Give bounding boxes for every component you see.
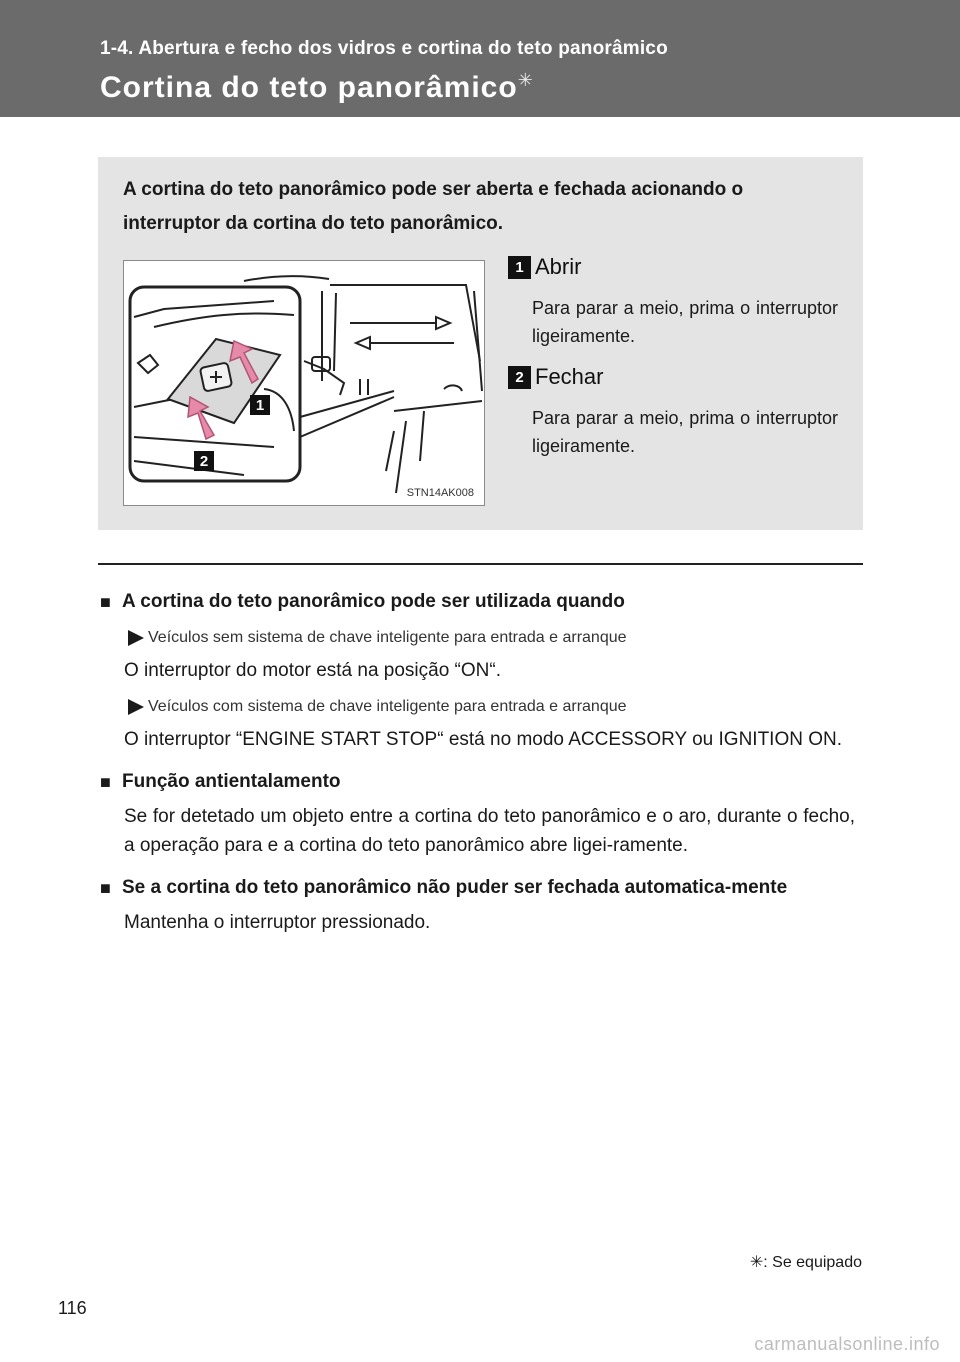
inset-symbol bbox=[138, 355, 158, 373]
step-close-heading bbox=[508, 364, 838, 390]
section-title: 1-4. Abertura e fecho dos vidros e cortina do teto panorâmico bbox=[100, 38, 668, 59]
equipped-asterisk-icon: ✳ bbox=[517, 70, 534, 90]
roof-line bbox=[334, 293, 336, 371]
step-open-heading bbox=[508, 254, 838, 280]
illustration-code: STN14AK008 bbox=[406, 487, 474, 499]
condition-without-smart-key bbox=[128, 626, 855, 650]
condition-detail: O interruptor do motor está na posição “ON“. bbox=[124, 660, 501, 681]
footnote-text: : Se equipado bbox=[763, 1254, 862, 1271]
note-heading-manual-close bbox=[100, 874, 855, 902]
inset-line bbox=[134, 437, 274, 447]
open-close-arrows bbox=[350, 317, 454, 349]
square-bullet-icon: ■ bbox=[100, 772, 111, 792]
page-number: 116 bbox=[58, 1298, 87, 1318]
roof-line bbox=[244, 276, 329, 281]
illustration-badge-2-label: 2 bbox=[199, 453, 209, 470]
square-bullet-icon: ■ bbox=[100, 592, 111, 612]
step-close bbox=[508, 364, 838, 460]
roof-line bbox=[386, 431, 394, 471]
close-arrowhead bbox=[356, 337, 370, 349]
step-open bbox=[508, 254, 838, 350]
manual-close-text: Mantenha o interruptor pressionado. bbox=[124, 912, 431, 933]
step-number-badge: 2 bbox=[508, 366, 531, 389]
instruction-box bbox=[98, 157, 863, 530]
handle-line bbox=[444, 385, 462, 391]
condition-text: Veículos com sistema de chave inteligente para entrada e arranque bbox=[148, 698, 627, 715]
inset-line bbox=[134, 399, 174, 407]
note-heading-anti-pinch bbox=[100, 768, 855, 796]
inset-line bbox=[134, 461, 244, 475]
spacer bbox=[100, 754, 855, 768]
roof-line bbox=[474, 291, 482, 391]
page-title-text: Cortina do teto panorâmico bbox=[100, 71, 518, 104]
step-open-description: Para parar a meio, prima o interruptor ligeiramente. bbox=[532, 298, 838, 346]
inset-line bbox=[154, 314, 294, 328]
step-number-badge: 1 bbox=[508, 256, 531, 279]
console-line bbox=[304, 361, 344, 395]
triangle-bullet-icon bbox=[128, 699, 144, 715]
chapter-header bbox=[0, 0, 960, 117]
page-title bbox=[100, 70, 534, 105]
section-divider bbox=[98, 563, 863, 565]
inset-line bbox=[134, 301, 274, 317]
step-close-description: Para parar a meio, prima o interruptor ligeiramente. bbox=[532, 408, 838, 456]
roof-shade-switch-illustration bbox=[123, 260, 485, 506]
illustration-drawing bbox=[124, 261, 484, 505]
roof-line bbox=[394, 401, 482, 411]
console-line bbox=[360, 379, 368, 395]
illustration-badge-1-label: 1 bbox=[255, 397, 265, 414]
notes-section bbox=[100, 588, 855, 937]
watermark: carmanualsonline.info bbox=[754, 1334, 940, 1354]
asterisk-icon: ✳ bbox=[749, 1254, 764, 1271]
step-close-label: Fechar bbox=[535, 364, 604, 389]
condition-detail: O interruptor “ENGINE START STOP“ está no modo ACCESSORY ou IGNITION ON. bbox=[124, 729, 843, 750]
step-open-label: Abrir bbox=[535, 254, 582, 279]
note-heading-usage bbox=[100, 588, 855, 616]
intro-text: A cortina do teto panorâmico pode ser aberta e fechada acionando o interruptor da cortina do teto panorâmico. bbox=[123, 179, 744, 234]
note-heading-text: Se a cortina do teto panorâmico não puder ser fechada automatica-mente bbox=[122, 877, 788, 898]
triangle-bullet-icon bbox=[128, 630, 144, 646]
roof-line bbox=[396, 421, 406, 493]
roof-line bbox=[420, 411, 424, 461]
open-arrowhead bbox=[436, 317, 450, 329]
note-heading-text: Função antientalamento bbox=[122, 771, 341, 792]
spacer bbox=[100, 860, 855, 874]
anti-pinch-text: Se for detetado um objeto entre a cortina do teto panorâmico e o aro, durante o fecho, a operação para e a cortina do teto panorâmico abre ligei-ramente. bbox=[124, 806, 855, 856]
square-bullet-icon: ■ bbox=[100, 878, 111, 898]
note-heading-text: A cortina do teto panorâmico pode ser utilizada quando bbox=[122, 591, 625, 612]
footnote bbox=[750, 1252, 862, 1272]
condition-with-smart-key bbox=[128, 695, 855, 719]
condition-text: Veículos sem sistema de chave inteligente para entrada e arranque bbox=[148, 629, 627, 646]
